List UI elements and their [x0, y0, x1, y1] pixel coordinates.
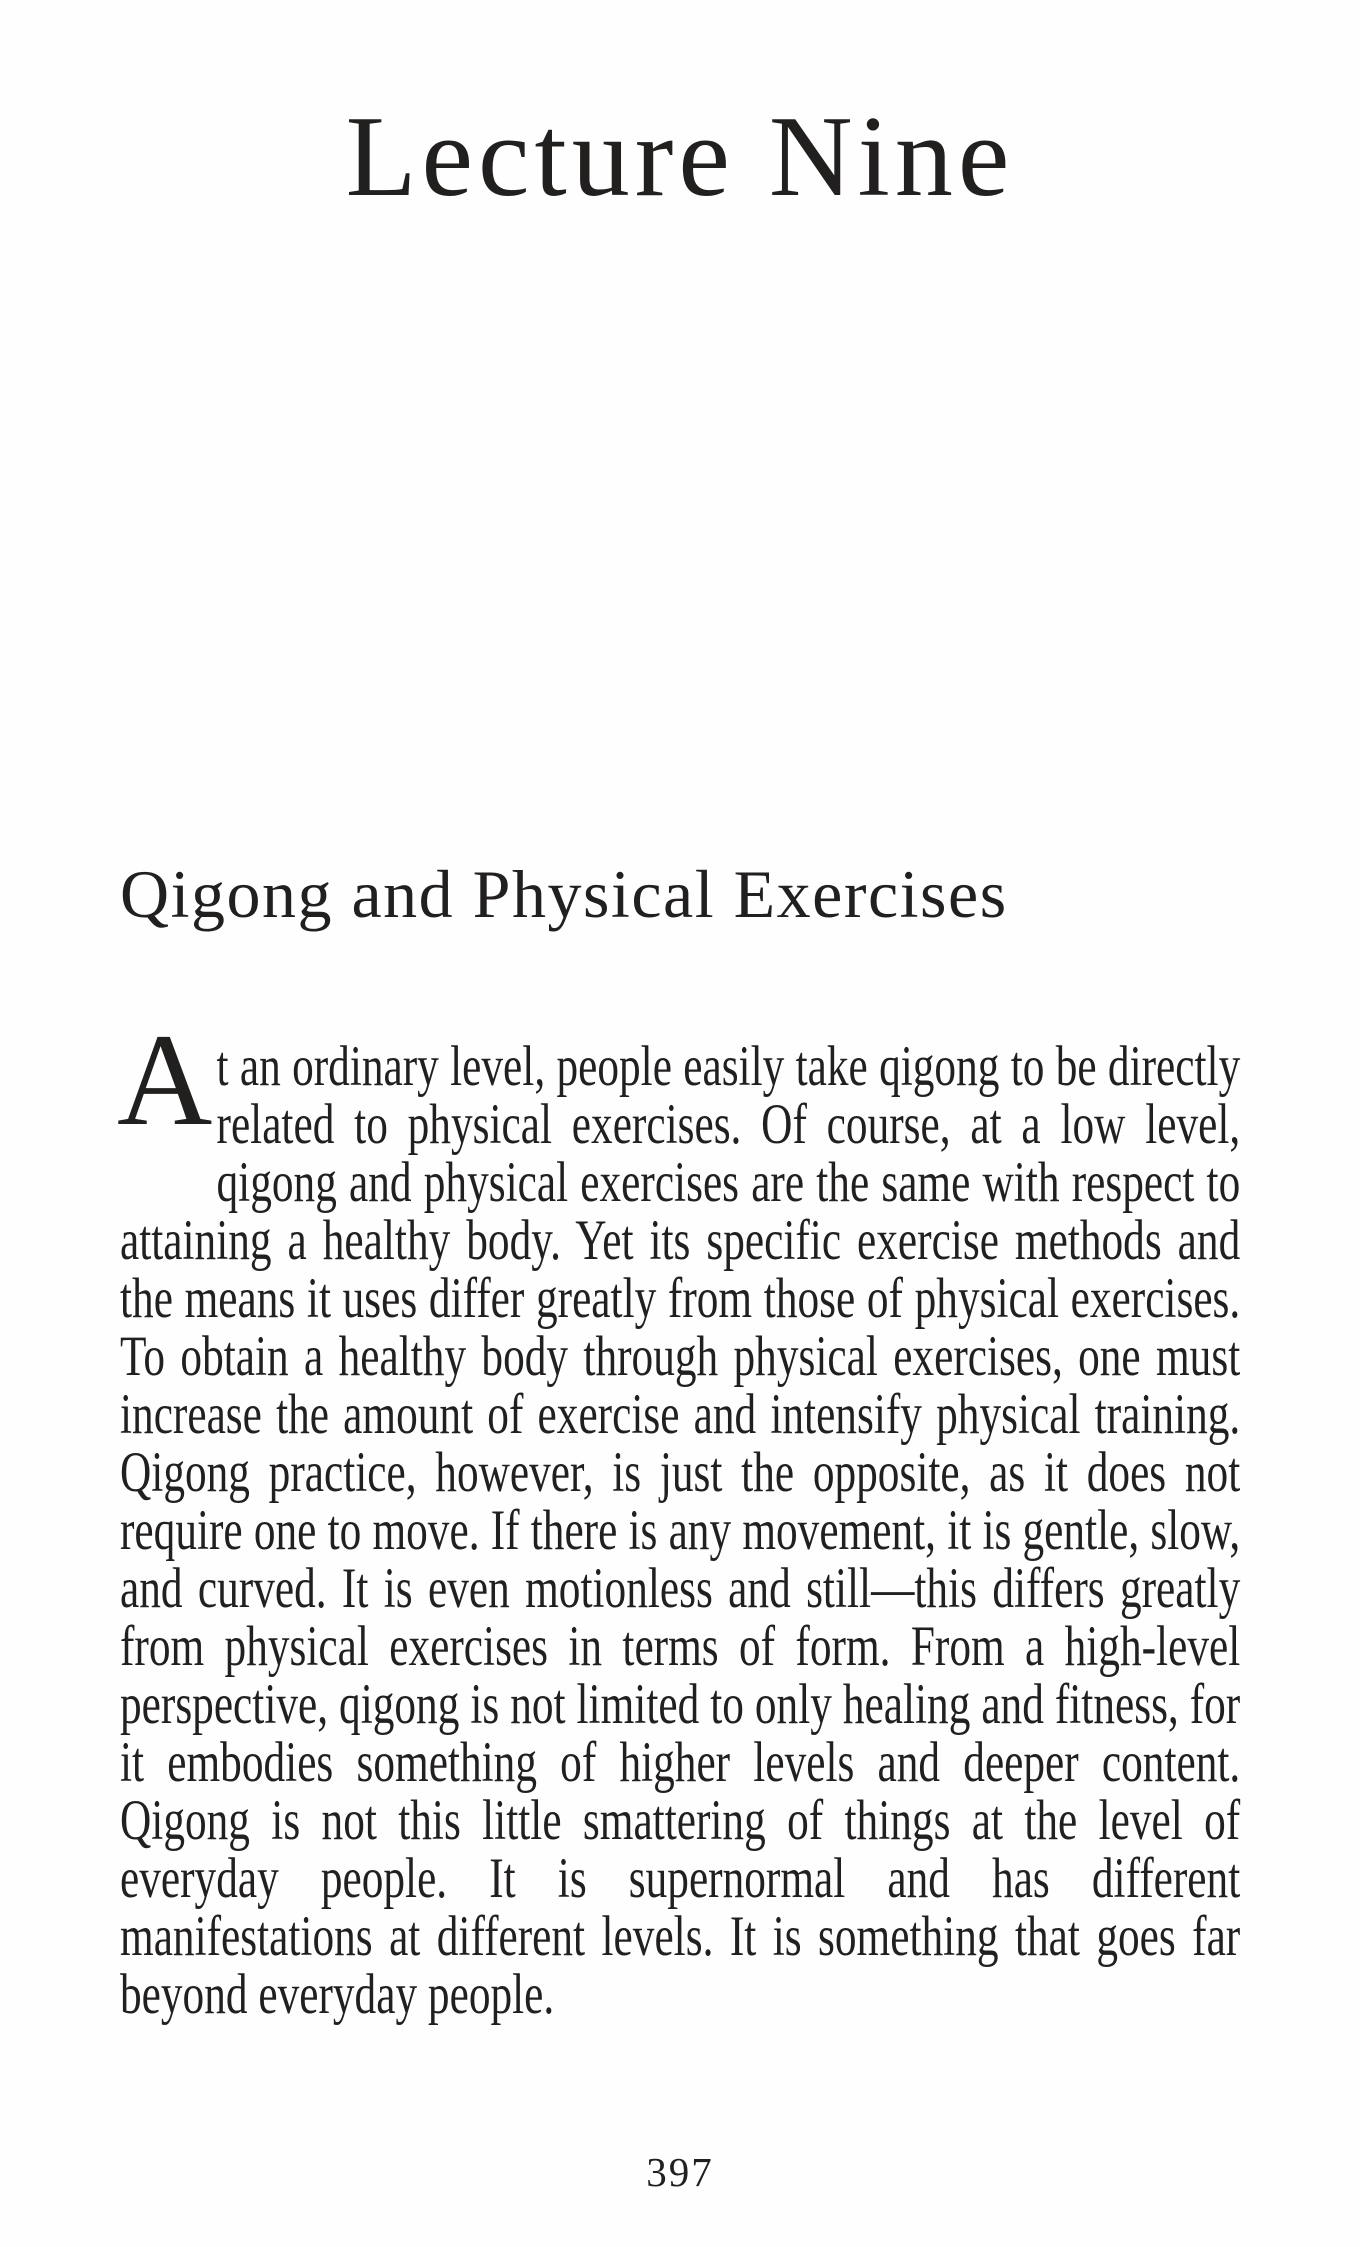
- page-number: 397: [646, 2149, 714, 2195]
- drop-cap: A: [117, 1006, 213, 1153]
- section-heading: Qigong and Physical Exercises: [120, 856, 1008, 932]
- paragraph-text: t an ordinary level, people easily take qigong to be directly related to physical exercises. Of course, at a low level, qigong and physical exercises are the same with respect to attaining a healthy body. Yet its specific exercise methods and the means it uses differ greatly from those of physical exercises. To obtain a healthy body through physical exercises, one must increase the amount of exercise and intensify physical training. Qigong practice, however, is just the opposite, as it does not require one to move. If there is any movement, it is gentle, slow, and curved. It is even motionless and still—this differs greatly from physical exercises in terms of form. From a high-level perspective, qigong is not limited to only healing and fitness, for it embodies something of higher levels and deeper content. Qigong is not this little smattering of things at the level of everyday people. It is supernormal and has different manifestations at different levels. It is something that goes far beyond everyday people.: [120, 1035, 1241, 2026]
- chapter-title: Lecture Nine: [345, 93, 1015, 221]
